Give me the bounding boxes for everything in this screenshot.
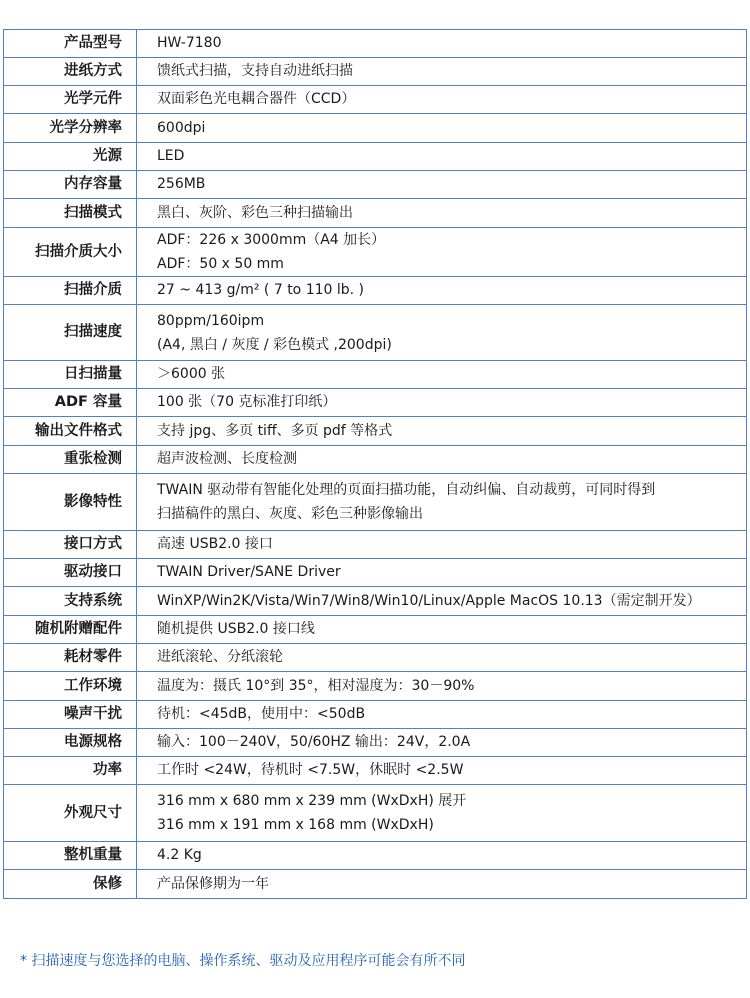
spec-label: 整机重量 bbox=[4, 842, 137, 870]
spec-value bbox=[137, 729, 747, 757]
spec-value bbox=[137, 58, 747, 86]
spec-value bbox=[137, 228, 747, 277]
spec-value-line: 80ppm/160ipm bbox=[157, 312, 265, 329]
spec-row bbox=[4, 559, 747, 587]
spec-label: 进纸方式 bbox=[4, 58, 137, 86]
spec-value-line: 超声波检测、长度检测 bbox=[157, 451, 297, 467]
spec-row bbox=[4, 305, 747, 361]
spec-value-line: 产品保修期为一年 bbox=[157, 875, 269, 892]
spec-label: 光学分辨率 bbox=[4, 114, 137, 143]
spec-label: 重张检测 bbox=[4, 446, 137, 474]
spec-value-line: 待机：<45dB，使用中：<50dB bbox=[157, 706, 366, 722]
spec-value bbox=[137, 277, 747, 305]
spec-label: 扫描介质大小 bbox=[4, 228, 137, 277]
spec-value bbox=[137, 757, 747, 785]
spec-value-line: WinXP/Win2K/Vista/Win7/Win8/Win10/Linux/Apple MacOS 10.13（需定制开发） bbox=[157, 592, 701, 609]
spec-value-line: 4.2 Kg bbox=[157, 847, 202, 863]
spec-label: 驱动接口 bbox=[4, 559, 137, 587]
spec-label: 随机附赠配件 bbox=[4, 616, 137, 644]
spec-value-line: 工作时 <24W，待机时 <7.5W，休眠时 <2.5W bbox=[157, 762, 464, 778]
spec-table-body bbox=[4, 30, 747, 899]
spec-label: 光学元件 bbox=[4, 86, 137, 114]
spec-value bbox=[137, 171, 747, 199]
spec-value-line: (A4, 黑白 / 灰度 / 彩色模式 ,200dpi) bbox=[157, 336, 392, 353]
spec-row bbox=[4, 446, 747, 474]
spec-value bbox=[137, 446, 747, 474]
spec-label: 产品型号 bbox=[4, 30, 137, 58]
spec-row bbox=[4, 171, 747, 199]
spec-value-line: TWAIN Driver/SANE Driver bbox=[157, 564, 341, 580]
spec-value-line: 27 ~ 413 g/m² ( 7 to 110 lb. ) bbox=[157, 282, 365, 298]
spec-value bbox=[137, 616, 747, 644]
spec-value-line: 随机提供 USB2.0 接口线 bbox=[157, 621, 315, 637]
spec-value-line: 黑白、灰阶、彩色三种扫描输出 bbox=[157, 204, 353, 221]
spec-row bbox=[4, 672, 747, 701]
spec-row bbox=[4, 644, 747, 672]
spec-table bbox=[3, 29, 747, 899]
spec-value bbox=[137, 30, 747, 58]
spec-label: 日扫描量 bbox=[4, 361, 137, 389]
spec-value-line: HW-7180 bbox=[157, 35, 222, 51]
spec-value bbox=[137, 701, 747, 729]
spec-value-line: 支持 jpg、多页 tiff、多页 pdf 等格式 bbox=[157, 422, 393, 439]
spec-value-line: TWAIN 驱动带有智能化处理的页面扫描功能，自动纠偏、自动裁剪，可同时得到 bbox=[157, 482, 656, 498]
spec-row bbox=[4, 701, 747, 729]
spec-value bbox=[137, 143, 747, 171]
spec-label: 噪声干扰 bbox=[4, 701, 137, 729]
spec-value-line: 256MB bbox=[157, 176, 206, 192]
spec-value-line: 双面彩色光电耦合器件（CCD） bbox=[157, 91, 356, 107]
spec-row bbox=[4, 616, 747, 644]
spec-label: 电源规格 bbox=[4, 729, 137, 757]
spec-value-line: 316 mm x 680 mm x 239 mm (WxDxH) 展开 bbox=[157, 793, 467, 809]
spec-label: ADF 容量 bbox=[4, 389, 137, 417]
spec-label: 影像特性 bbox=[4, 474, 137, 531]
spec-value-line: 316 mm x 191 mm x 168 mm (WxDxH) bbox=[157, 817, 434, 833]
spec-value-line: 600dpi bbox=[157, 119, 206, 136]
spec-value bbox=[137, 474, 747, 531]
spec-label: 输出文件格式 bbox=[4, 417, 137, 446]
spec-value bbox=[137, 86, 747, 114]
spec-value bbox=[137, 361, 747, 389]
spec-label: 保修 bbox=[4, 870, 137, 899]
spec-value-line: ADF：50 x 50 mm bbox=[157, 256, 284, 272]
spec-value bbox=[137, 305, 747, 361]
spec-label: 外观尺寸 bbox=[4, 785, 137, 842]
spec-value-line: 扫描稿件的黑白、灰度、彩色三种影像输出 bbox=[157, 506, 423, 522]
spec-label: 接口方式 bbox=[4, 531, 137, 559]
spec-row bbox=[4, 114, 747, 143]
spec-value-line: ADF：226 x 3000mm（A4 加长） bbox=[157, 232, 386, 248]
spec-label: 扫描介质 bbox=[4, 277, 137, 305]
spec-row bbox=[4, 30, 747, 58]
spec-row bbox=[4, 389, 747, 417]
spec-value bbox=[137, 870, 747, 899]
spec-label: 扫描速度 bbox=[4, 305, 137, 361]
spec-value-line: ＞6000 张 bbox=[157, 366, 226, 382]
spec-row bbox=[4, 199, 747, 228]
spec-value-line: LED bbox=[157, 148, 185, 164]
footnote: * 扫描速度与您选择的电脑、操作系统、驱动及应用程序可能会有所不同 bbox=[20, 953, 466, 969]
spec-value-line: 进纸滚轮、分纸滚轮 bbox=[157, 649, 283, 665]
spec-row bbox=[4, 531, 747, 559]
spec-row bbox=[4, 86, 747, 114]
spec-value bbox=[137, 785, 747, 842]
spec-row bbox=[4, 870, 747, 899]
spec-row bbox=[4, 757, 747, 785]
spec-row bbox=[4, 729, 747, 757]
spec-row bbox=[4, 58, 747, 86]
spec-row bbox=[4, 143, 747, 171]
spec-row bbox=[4, 417, 747, 446]
spec-label: 内存容量 bbox=[4, 171, 137, 199]
spec-row bbox=[4, 277, 747, 305]
spec-label: 耗材零件 bbox=[4, 644, 137, 672]
spec-label: 光源 bbox=[4, 143, 137, 171]
spec-value-line: 高速 USB2.0 接口 bbox=[157, 536, 273, 552]
spec-value bbox=[137, 114, 747, 143]
spec-row bbox=[4, 587, 747, 616]
spec-value-line: 温度为：摄氏 10°到 35°，相对湿度为：30－90% bbox=[157, 677, 475, 694]
spec-value bbox=[137, 417, 747, 446]
spec-row bbox=[4, 228, 747, 277]
spec-row bbox=[4, 361, 747, 389]
spec-label: 扫描模式 bbox=[4, 199, 137, 228]
spec-value-line: 100 张（70 克标准打印纸） bbox=[157, 394, 337, 410]
spec-value-line: 输入：100－240V，50/60HZ 输出：24V，2.0A bbox=[157, 734, 471, 750]
spec-row bbox=[4, 474, 747, 531]
spec-value bbox=[137, 842, 747, 870]
spec-value bbox=[137, 389, 747, 417]
spec-row bbox=[4, 842, 747, 870]
spec-label: 工作环境 bbox=[4, 672, 137, 701]
spec-value bbox=[137, 672, 747, 701]
spec-value bbox=[137, 199, 747, 228]
spec-value bbox=[137, 587, 747, 616]
spec-label: 功率 bbox=[4, 757, 137, 785]
spec-value bbox=[137, 531, 747, 559]
spec-value-line: 馈纸式扫描，支持自动进纸扫描 bbox=[157, 63, 353, 79]
spec-row bbox=[4, 785, 747, 842]
spec-value bbox=[137, 644, 747, 672]
spec-value bbox=[137, 559, 747, 587]
spec-label: 支持系统 bbox=[4, 587, 137, 616]
